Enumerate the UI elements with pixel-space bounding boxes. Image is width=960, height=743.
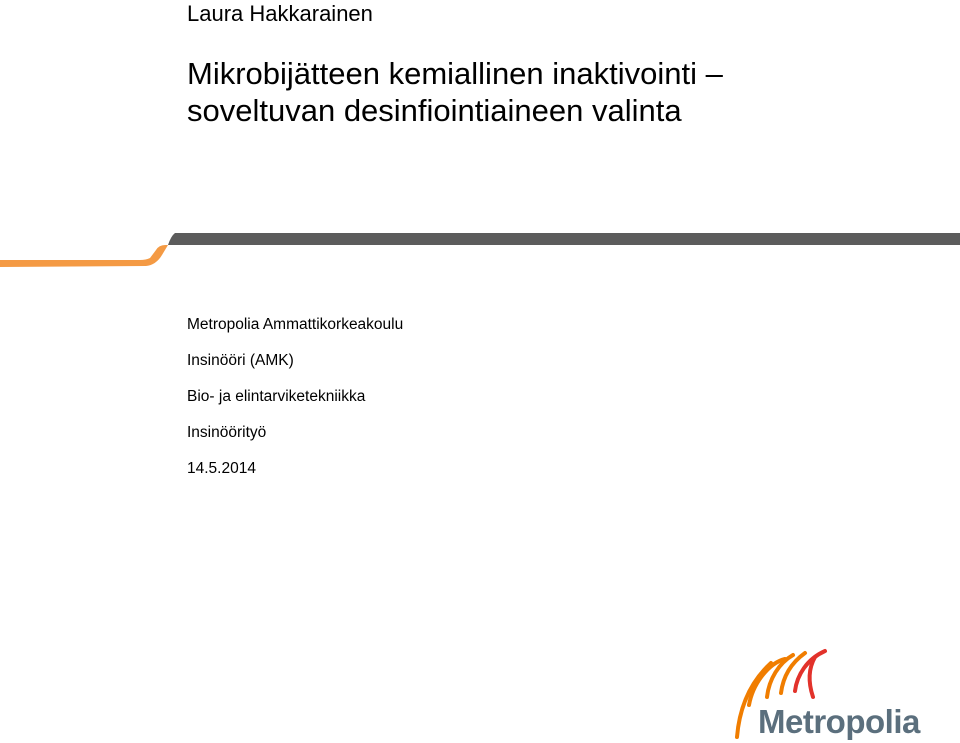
- author-name: Laura Hakkarainen: [187, 1, 373, 26]
- institution-name: Metropolia Ammattikorkeakoulu: [187, 316, 404, 333]
- decorative-band: [0, 230, 960, 270]
- metropolia-logo: [725, 645, 920, 740]
- thesis-info: [187, 316, 403, 496]
- band-gray-stripe: [168, 233, 960, 245]
- thesis-title-line-1: Mikrobijätteen kemiallinen inaktivointi –: [187, 56, 723, 91]
- thesis-title: [187, 55, 723, 129]
- band-orange-stripe: [0, 245, 168, 267]
- programme-name: Bio- ja elintarviketekniikka: [187, 388, 366, 405]
- metropolia-logo-text: Metropolia: [758, 703, 920, 740]
- thesis-title-line-2: soveltuvan desinfiointiaineen valinta: [187, 93, 682, 128]
- thesis-date: 14.5.2014: [187, 460, 256, 477]
- thesis-type: Insinöörityö: [187, 424, 267, 441]
- degree-name: Insinööri (AMK): [187, 352, 294, 369]
